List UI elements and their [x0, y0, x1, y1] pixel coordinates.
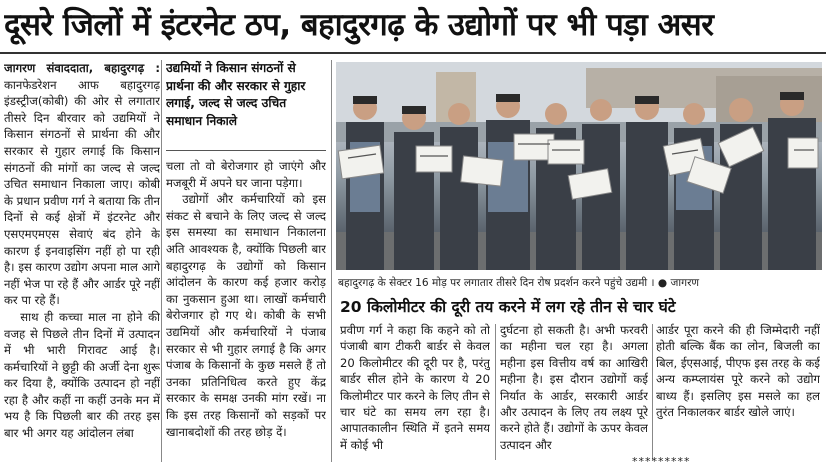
mid-para-1: चला तो वो बेरोजगार हो जाएंगे और मजबूरी में अपने घर जाना पड़ेगा। [166, 159, 326, 190]
sub-divider-2 [652, 324, 653, 460]
left-column [4, 60, 160, 462]
end-mark: ********* [632, 455, 691, 468]
left-para-1-text: कानफेडरेशन आफ बहादुरगढ़ इंडस्ट्रीज(कोबी) की ओर से लगातार तीसरे दिन बीरवार को उद्यमियों ने किसान संगठनों से प्रार्थना की और सरकार से गुहार लगाई कि किसान संगठनों की मांगों का जल्द से जल्द उचित समाधान निकाला जाए। कोबी के प्रधान प्रवीण गर्ग ने बताया कि तीन दिनों से कई क्षेत्रों में इंटरनेट और एसएमएमएस सेवाएं बंद होने के कारण ई इनवाइसिंग नहीं हो पा रही है। इस कारण उद्योग अपना माल आगे नहीं भेज पा रहे हैं और आर्डर पूरे नहीं कर पा रहे हैं। [4, 77, 160, 308]
column-divider-left [161, 60, 162, 462]
pull-quote-rule [166, 150, 326, 151]
left-para-1 [4, 60, 160, 309]
pull-quote: उद्यमियों ने किसान संगठनों से प्रार्थना की और सरकार से गुहार लगाई, जल्द से जल्द उचित समाधान निकाले [166, 61, 306, 128]
sub-divider-1 [495, 324, 496, 460]
protest-photo [336, 62, 822, 270]
sub-column-1: प्रवीण गर्ग ने कहा कि कहने को तो पंजाबी बाग टीकरी बार्डर से केवल 20 किलोमीटर की दूरी पर है, परंतु बार्डर सील होने के कारण ये 20 किलोमीटर पार करने के लिए तीन से चार घंटे का समय लग रहा है। आपातकालीन स्थिति में इतने समय में कोई भी [340, 323, 490, 452]
headline: दूसरे जिलों में इंटरनेट ठप, बहादुरगढ़ के उद्योगों पर भी पड़ा असर [4, 7, 714, 43]
left-para-2: साथ ही कच्चा माल ना होने की वजह से पिछले तीन दिनों में उत्पादन में भी भारी गिरावट आई है। कर्मचारियों ने छुट्टी की अर्जी देना शुरू कर दिया है, क्योंकि उत्पादन हो नहीं रहा है और कहीं ना कहीं उनके मन में भय है कि पिछली बार की तरह इस बार भी अगर यह आंदोलन लंबा [4, 309, 160, 441]
middle-column [166, 158, 326, 462]
sub-column-2: दुर्घटना हो सकती है। अभी फरवरी का महीना चल रहा है। अगला महीना इस वित्तीय वर्ष का आखिरी महीना है। इस दौरान उद्योगों कई निर्यात के आर्डर, सरकारी आर्डर और उत्पादन के लिए तय लक्ष्य पूरे करने होते हैं। उद्योगों के ऊपर केवल उत्पादन और [500, 323, 648, 452]
dateline: जागरण संवाददाता, बहादुरगढ़ : [4, 61, 160, 75]
photo-caption: बहादुरगढ़ के सेक्टर 16 मोड़ पर लगातार तीसरे दिन रोष प्रदर्शन करने पहुंचे उद्यमी । ● जागरण [338, 277, 700, 289]
subheadline: 20 किलोमीटर की दूरी तय करने में लग रहे तीन से चार घंटे [340, 298, 676, 316]
headline-rule [0, 52, 826, 54]
column-divider-mid [331, 60, 332, 462]
protest-photo-illustration [336, 62, 822, 270]
sub-column-3: आर्डर पूरा करने की ही जिम्मेदारी नहीं होती बल्कि बैंक का लोन, बिजली का बिल, ईएसआई, पीएफ इस तरह के कई अन्य कम्प्लायंस पूरे करने को उद्योग बाध्य हैं। इसलिए इस मसले का हल तुरंत निकालकर बार्डर खोले जाएं। [656, 323, 820, 420]
mid-para-2: उद्योगों और कर्मचारियों को इस संकट से बचाने के लिए जल्द से जल्द इस समस्या का समाधान निकालना अति आवश्यक है, क्योंकि पिछली बार बहादुरगढ़ के उद्योगों को किसान आंदोलन के कारण कई हजार करोड़ का नुकसान हुआ था। लाखों कर्मचारी बेरोजगार हो गए थे। कोबी के सभी उद्यमियों और कर्मचारियों ने पंजाब सरकार से भी गुहार लगाई है कि अगर पंजाब के किसानों के कुछ मसले हैं तो उनका प्रतिनिधित्व करते हुए केंद्र सरकार के समक्ष उनकी मांग रखें। ना कि इस तरह किसानों को सड़कों पर खानाबदोशों की तरह छोड़ दें। [166, 192, 326, 439]
